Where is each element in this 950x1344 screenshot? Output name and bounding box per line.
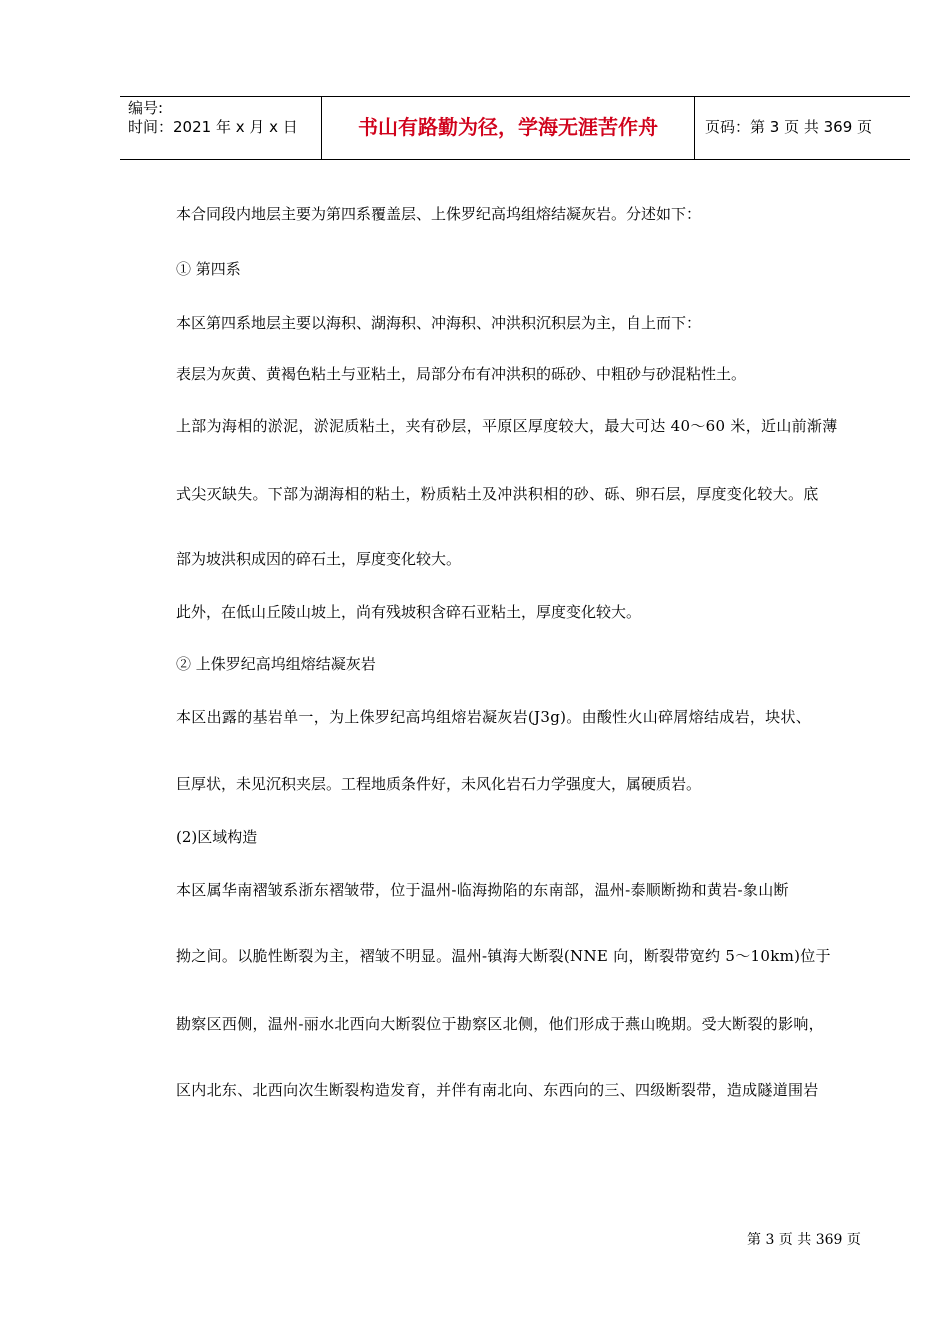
paragraph-line: 本区出露的基岩单一，为上侏罗纪高坞组熔岩凝灰岩(J3g)。由酸性火山碎屑熔结成岩，块状、 (176, 708, 812, 726)
header-meta-cell (120, 97, 322, 159)
paragraph-line: 本区属华南褶皱系浙东褶皱带，位于温州-临海拗陷的东南部，温州-泰顺断拗和黄岩-象山断 (176, 881, 789, 899)
paragraph-line: 区内北东、北西向次生断裂构造发育，并伴有南北向、东西向的三、四级断裂带，造成隧道围岩 (176, 1081, 819, 1099)
paragraph-line: 本合同段内地层主要为第四系覆盖层、上侏罗纪高坞组熔结凝灰岩。分述如下： (176, 205, 702, 223)
header-motto-cell (322, 97, 695, 159)
document-number-label: 编号: (128, 99, 164, 117)
paragraph-line: 此外，在低山丘陵山坡上，尚有残坡积含碎石亚粘土，厚度变化较大。 (176, 603, 642, 621)
paragraph-line: 式尖灭缺失。下部为湖海相的粘土，粉质粘土及冲洪积相的砂、砾、卵石层，厚度变化较大。底 (176, 485, 819, 503)
paragraph-line: 上部为海相的淤泥，淤泥质粘土，夹有砂层，平原区厚度较大，最大可达 40～60 米，近山前渐薄 (176, 417, 838, 435)
section-heading: (2)区域构造 (176, 828, 258, 846)
paragraph-line: 勘察区西侧，温州-丽水北西向大断裂位于勘察区北侧，他们形成于燕山晚期。受大断裂的影响， (176, 1015, 824, 1033)
paragraph-line: 表层为灰黄、黄褐色粘土与亚粘土，局部分布有冲洪积的砾砂、中粗砂与砂混粘性土。 (176, 365, 747, 383)
section-heading: ① 第四系 (176, 260, 241, 278)
header-motto: 书山有路勤为径，学海无涯苦作舟 (358, 115, 658, 139)
paragraph-line: 本区第四系地层主要以海积、湖海积、冲海积、冲洪积沉积层为主，自上而下： (176, 314, 702, 332)
document-date-label: 时间：2021 年 x 月 x 日 (128, 118, 298, 136)
header-page-code: 页码：第 3 页 共 369 页 (705, 118, 873, 136)
paragraph-line: 部为坡洪积成因的碎石土，厚度变化较大。 (176, 550, 462, 568)
page-footer-number: 第 3 页 共 369 页 (747, 1232, 861, 1248)
header-page-cell (695, 97, 910, 159)
page-header (120, 96, 910, 160)
section-heading: ② 上侏罗纪高坞组熔结凝灰岩 (176, 655, 376, 673)
paragraph-line: 巨厚状，未见沉积夹层。工程地质条件好，未风化岩石力学强度大，属硬质岩。 (176, 775, 702, 793)
paragraph-line: 拗之间。以脆性断裂为主，褶皱不明显。温州-镇海大断裂(NNE 向，断裂带宽约 5～10km)位于 (176, 947, 831, 965)
